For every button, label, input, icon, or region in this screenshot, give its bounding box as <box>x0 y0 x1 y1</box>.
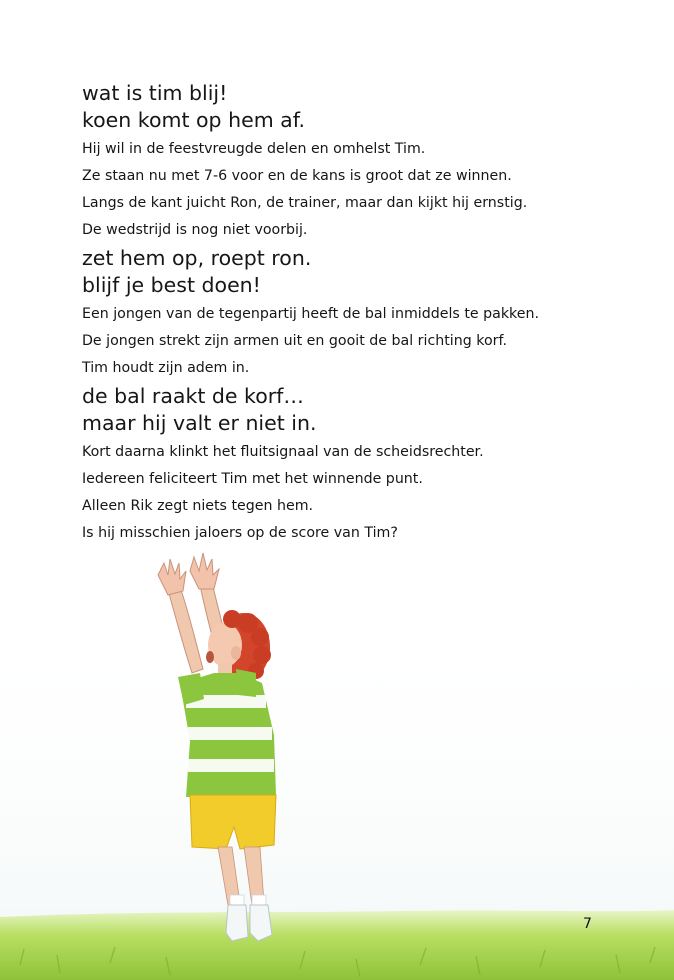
right-shoe <box>250 905 272 941</box>
story-line: Een jongen van de tegenpartij heeft de bal inmiddels te pakken. <box>82 306 539 322</box>
story-line: Langs de kant juicht Ron, de trainer, maar dan kijkt hij ernstig. <box>82 195 528 211</box>
story-line-big: zet hem op, roept ron. <box>82 246 312 270</box>
story-line: Iedereen feliciteert Tim met het winnende punt. <box>82 471 423 487</box>
story-line-big: blijf je best doen! <box>82 273 261 297</box>
story-line: Tim houdt zijn adem in. <box>82 360 250 376</box>
page-number: 7 <box>583 916 592 932</box>
ear <box>231 646 241 660</box>
grass <box>0 910 674 980</box>
story-line: Ze staan nu met 7-6 voor en de kans is groot dat ze winnen. <box>82 168 512 184</box>
story-line-big: koen komt op hem af. <box>82 108 305 132</box>
story-text <box>82 80 642 547</box>
story-line: Hij wil in de feestvreugde delen en omhelst Tim. <box>82 141 426 157</box>
left-shoe <box>226 905 248 941</box>
left-hand <box>158 559 186 595</box>
story-line-big: wat is tim blij! <box>82 81 228 105</box>
right-sleeve <box>236 669 256 697</box>
shirt-stripes <box>186 695 274 772</box>
story-line-big: de bal raakt de korf… <box>82 384 304 408</box>
story-line: Alleen Rik zegt niets tegen hem. <box>82 498 314 514</box>
story-line: Kort daarna klinkt het fluitsignaal van de scheidsrechter. <box>82 444 484 460</box>
background-haze <box>0 605 674 925</box>
story-line: De wedstrijd is nog niet voorbij. <box>82 222 308 238</box>
story-line: Is hij misschien jaloers op de score van Tim? <box>82 525 398 541</box>
right-hand <box>190 553 219 589</box>
story-line: De jongen strekt zijn armen uit en gooit de bal richting korf. <box>82 333 507 349</box>
story-line-big: maar hij valt er niet in. <box>82 411 317 435</box>
mouth <box>206 651 214 663</box>
boy-reaching-up-illustration <box>0 545 674 980</box>
